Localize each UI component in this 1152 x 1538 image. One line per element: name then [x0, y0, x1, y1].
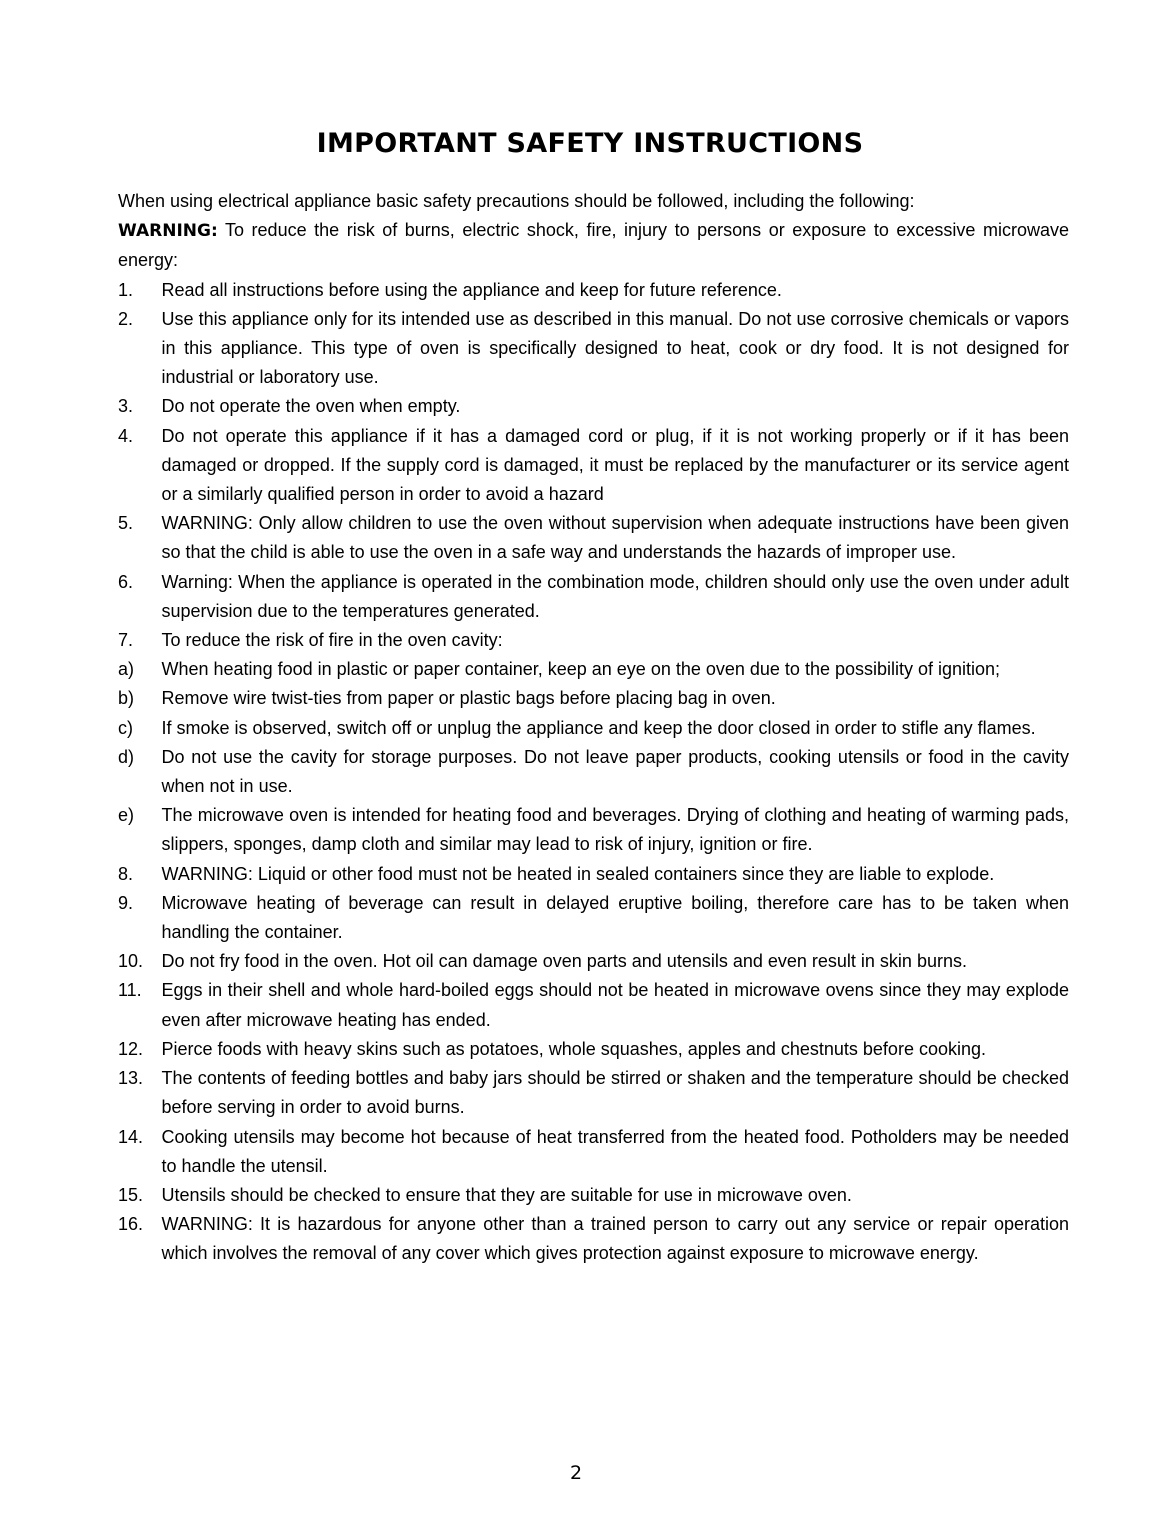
instruction-item: [118, 655, 1069, 684]
instruction-text: Do not operate this appliance if it has a damaged cord or plug, if it is not working properly or if it has been damaged or dropped. If the supply cord is damaged, it must be replaced by the manufacturer or its service agent or a similarly qualified person in order to avoid a hazard: [161, 425, 1069, 505]
instruction-marker: 5.: [118, 513, 134, 534]
instruction-marker: b): [118, 688, 135, 709]
instruction-item: [118, 684, 1069, 713]
instruction-text: When heating food in plastic or paper container, keep an eye on the oven due to the possibility of ignition;: [161, 659, 1001, 680]
instruction-item: [118, 422, 1069, 510]
instruction-item: [118, 801, 1069, 859]
instruction-text: WARNING: Only allow children to use the oven without supervision when adequate instructions have been given so that the child is able to use the oven in a safe way and understands the hazards of improper use.: [161, 513, 1069, 563]
instruction-item: [118, 509, 1069, 567]
instruction-item: [118, 947, 1069, 976]
instruction-marker: 10.: [118, 951, 144, 972]
page-number: 2: [569, 1462, 583, 1484]
instruction-item: [118, 276, 1069, 305]
instruction-marker: 15.: [118, 1184, 144, 1205]
instruction-marker: 14.: [118, 1126, 144, 1147]
instruction-item: [118, 1035, 1069, 1064]
instruction-marker: 12.: [118, 1038, 144, 1059]
warning-paragraph: [118, 216, 1069, 275]
instruction-marker: c): [118, 717, 133, 738]
instruction-text: Do not fry food in the oven. Hot oil can damage oven parts and utensils and even result in skin burns.: [161, 951, 967, 972]
instruction-item: [118, 1210, 1069, 1268]
instruction-item: [118, 626, 1069, 655]
instruction-marker: 1.: [118, 279, 134, 300]
instruction-item: [118, 976, 1069, 1034]
instruction-text: Warning: When the appliance is operated in the combination mode, children should only use the oven under adult supervision due to the temperatures generated.: [161, 571, 1069, 621]
instruction-text: If smoke is observed, switch off or unplug the appliance and keep the door closed in order to stifle any flames.: [161, 717, 1036, 738]
instruction-text: Microwave heating of beverage can result in delayed eruptive boiling, therefore care has to be taken when handling the container.: [161, 892, 1069, 943]
warning-label: WARNING:: [118, 221, 218, 242]
instruction-marker: 13.: [118, 1068, 144, 1089]
instruction-item: [118, 1064, 1069, 1122]
instruction-text: Utensils should be checked to ensure that they are suitable for use in microwave oven.: [161, 1184, 852, 1205]
instruction-marker: 3.: [118, 396, 134, 417]
warning-text: To reduce the risk of burns, electric shock, fire, injury to persons or exposure to excessive microwave energy:: [118, 220, 1069, 271]
instruction-item: [118, 889, 1069, 947]
instruction-text: The microwave oven is intended for heating food and beverages. Drying of clothing and heating of warming pads, slippers, sponges, damp cloth and similar may lead to risk of injury, ignition or fire.: [161, 805, 1069, 855]
instruction-text: Do not use the cavity for storage purposes. Do not leave paper products, cooking utensils or food in the cavity when not in use.: [161, 746, 1069, 797]
instruction-marker: 6.: [118, 571, 134, 592]
instruction-text: The contents of feeding bottles and baby jars should be stirred or shaken and the temperature should be checked before serving in order to avoid burns.: [161, 1068, 1069, 1118]
instruction-text: Eggs in their shell and whole hard-boiled eggs should not be heated in microwave ovens since they may explode even after microwave heating has ended.: [161, 980, 1069, 1030]
instruction-item: [118, 860, 1069, 889]
instruction-text: To reduce the risk of fire in the oven cavity:: [161, 630, 503, 651]
instruction-marker: d): [118, 746, 135, 767]
instruction-marker: 16.: [118, 1214, 144, 1235]
instruction-item: [118, 305, 1069, 393]
instruction-text: WARNING: Liquid or other food must not be heated in sealed containers since they are liable to explode.: [161, 863, 995, 884]
instruction-item: [118, 1123, 1069, 1181]
instruction-marker: 2.: [118, 308, 134, 329]
instruction-text: Remove wire twist-ties from paper or plastic bags before placing bag in oven.: [161, 688, 776, 709]
instruction-marker: 11.: [118, 980, 142, 1001]
instruction-marker: 7.: [118, 630, 134, 651]
intro-paragraph: When using electrical appliance basic safety precautions should be followed, including the following:: [118, 191, 915, 211]
instruction-marker: e): [118, 805, 135, 826]
instruction-marker: 4.: [118, 425, 134, 446]
instruction-marker: a): [118, 659, 135, 680]
instruction-item: [118, 392, 1069, 421]
instruction-list: [118, 276, 1069, 1269]
instruction-item: [118, 714, 1069, 743]
instruction-item: [118, 1181, 1069, 1210]
instruction-text: Use this appliance only for its intended use as described in this manual. Do not use corrosive chemicals or vapors in this appliance. This type of oven is specifically designed to heat, cook or dry food. It is not designed for industrial or laboratory use.: [161, 308, 1069, 388]
instruction-marker: 9.: [118, 892, 134, 913]
instruction-text: Cooking utensils may become hot because of heat transferred from the heated food. Potholders may be needed to handle the utensil.: [161, 1126, 1069, 1176]
instruction-marker: 8.: [118, 863, 134, 884]
instruction-item: [118, 568, 1069, 626]
instruction-text: Pierce foods with heavy skins such as potatoes, whole squashes, apples and chestnuts before cooking.: [161, 1038, 986, 1059]
document-body: [118, 187, 1069, 1269]
page-title: IMPORTANT SAFETY INSTRUCTIONS: [316, 128, 864, 159]
instruction-item: [118, 743, 1069, 801]
instruction-text: Read all instructions before using the appliance and keep for future reference.: [161, 279, 782, 300]
instruction-text: Do not operate the oven when empty.: [161, 396, 461, 417]
instruction-text: WARNING: It is hazardous for anyone other than a trained person to carry out any service or repair operation which involves the removal of any cover which gives protection against exposure to microwave energy.: [161, 1214, 1069, 1264]
